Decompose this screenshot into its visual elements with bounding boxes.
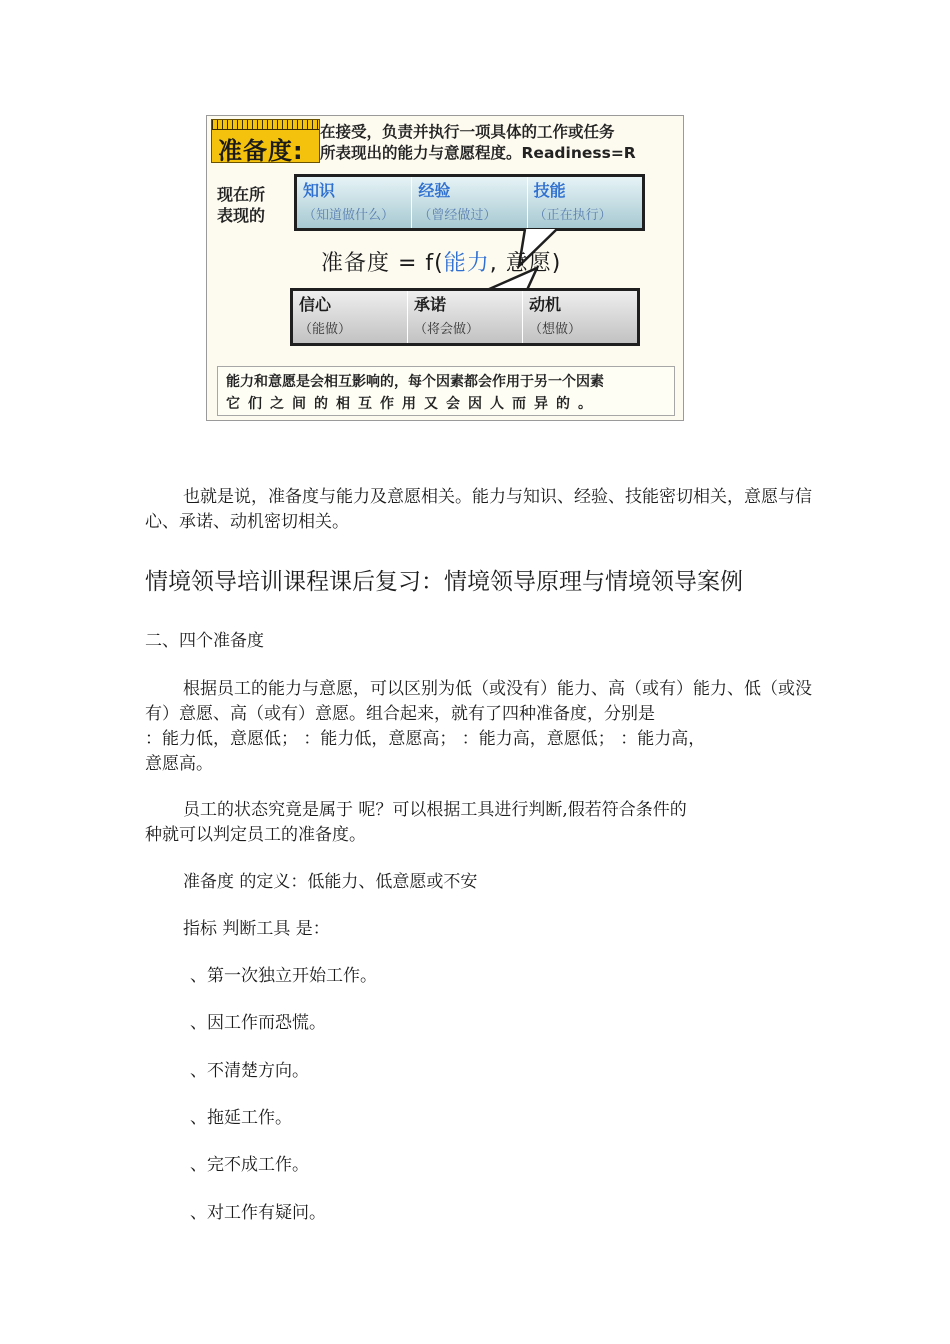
section-title: 二、四个准备度: [145, 631, 264, 651]
paragraph-summary: 也就是说，准备度与能力及意愿相关。能力与知识、经验、技能密切相关，意愿与信心、承诺、动机密切相关。: [145, 487, 812, 532]
shown-label-line-2: 表现的: [217, 206, 266, 225]
paragraph-judge-line-2: 种就可以判定员工的准备度。: [145, 825, 366, 845]
readiness-formula: [321, 246, 561, 277]
factor-name: 技能: [533, 181, 566, 200]
paragraph-four-levels-line-3: ：能力低，意愿低； ：能力低，意愿高； ：能力高，意愿低； ：能力高，: [145, 729, 706, 749]
formula-suffix: , 意愿): [489, 251, 562, 276]
readiness-diagram: [206, 115, 684, 421]
list-item: 、对工作有疑问。: [190, 1203, 326, 1223]
factor-name: 承诺: [414, 295, 447, 314]
factor-sub: （正在执行）: [533, 208, 612, 223]
indicator-label: 指标 判断工具 是：: [183, 919, 330, 939]
factor-name: 知识: [303, 181, 336, 200]
note-line-1: 能力和意愿是会相互影响的，每个因素都会作用于另一个因素: [226, 374, 604, 390]
interaction-note: [217, 366, 675, 416]
factor-sub: （曾经做过）: [418, 208, 497, 223]
r1-definition: 准备度 的定义：低能力、低意愿或不安: [183, 872, 478, 892]
factor-sub: （将会做）: [414, 322, 480, 337]
factor-sub: （能做）: [299, 322, 352, 337]
definition-line-2: 所表现出的能力与意愿程度。Readiness=R: [320, 144, 636, 162]
paragraph-four-levels-line-4: 意愿高。: [145, 754, 213, 774]
formula-prefix: 准备度 = f(: [321, 251, 444, 276]
list-item: 、完不成工作。: [190, 1155, 309, 1175]
factor-name: 动机: [529, 295, 562, 314]
list-item: 、因工作而恐慌。: [190, 1013, 326, 1033]
willingness-factors-box: [290, 288, 640, 346]
list-item: 、第一次独立开始工作。: [190, 966, 377, 986]
list-item: 、拖延工作。: [190, 1108, 292, 1128]
paragraph-four-levels: 根据员工的能力与意愿，可以区别为低（或没有）能力、高（或有）能力、低（或没有）意愿、高（或有）意愿。组合起来，就有了四种准备度，分别是: [145, 679, 812, 724]
factor-name: 经验: [418, 181, 451, 200]
factor-motivation: [523, 291, 637, 343]
factor-commitment: [408, 291, 523, 343]
section-heading: 情境领导培训课程课后复习：情境领导原理与情境领导案例: [145, 569, 743, 595]
factor-sub: （知道做什么）: [303, 208, 395, 223]
factor-name: 信心: [299, 295, 332, 314]
formula-ability: 能力: [443, 251, 490, 276]
factor-confidence: [293, 291, 408, 343]
definition-line-1: 在接受，负责并执行一项具体的工作或任务: [320, 123, 615, 141]
paragraph-judge-line-1: 员工的状态究竟是属于 呢？可以根据工具进行判断,假若符合条件的: [183, 800, 687, 820]
factor-sub: （想做）: [529, 322, 582, 337]
shown-label-line-1: 现在所: [217, 185, 266, 204]
note-line-2: 它们之间的相互作用又会因人而异的。: [226, 396, 600, 412]
list-item: 、不清楚方向。: [190, 1061, 309, 1081]
diagram-title: 准备度:: [218, 137, 304, 165]
